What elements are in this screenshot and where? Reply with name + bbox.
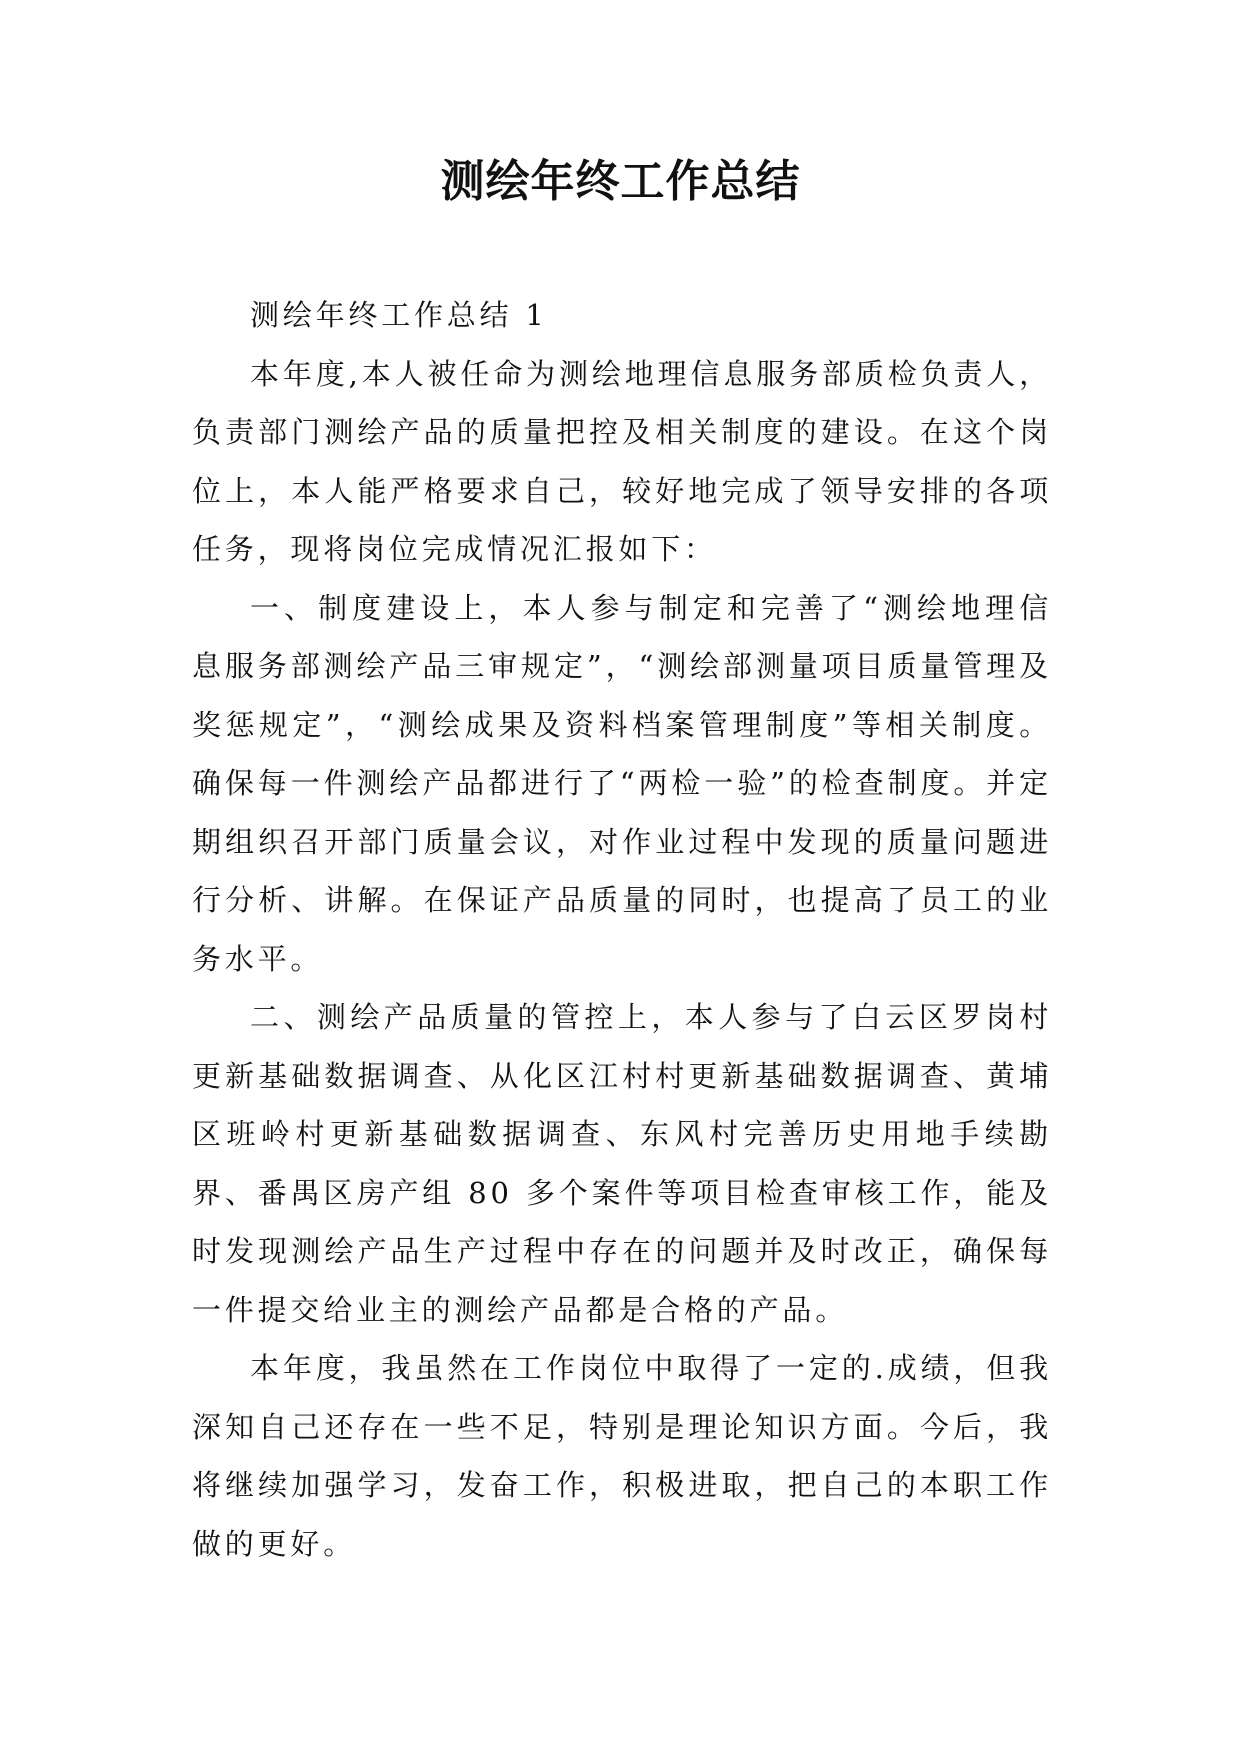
document-body: [192, 286, 1052, 1573]
section-heading: 测绘年终工作总结 1: [250, 298, 548, 332]
paragraph-system-building: 一、制度建设上，本人参与制定和完善了“测绘地理信息服务部测绘产品三审规定”，“测绘部测量项目质量管理及奖惩规定”，“测绘成果及资料档案管理制度”等相关制度。确保每一件测绘产品都进行了“两检一验”的检查制度。并定期组织召开部门质量会议，对作业过程中发现的质量问题进行分析、讲解。在保证产品质量的同时，也提高了员工的业务水平。: [192, 590, 1052, 976]
closing-paragraph: 本年度，我虽然在工作岗位中取得了一定的.成绩，但我深知自己还存在一些不足，特别是理论知识方面。今后，我将继续加强学习，发奋工作，积极进取，把自己的本职工作做的更好。: [192, 1351, 1052, 1561]
paragraph-quality-control: 二、测绘产品质量的管控上，本人参与了白云区罗岗村更新基础数据调查、从化区江村村更新基础数据调查、黄埔区班岭村更新基础数据调查、东风村完善历史用地手续勘界、番禺区房产组 80 多个案件等项目检查审核工作，能及时发现测绘产品生产过程中存在的问题并及时改正，确保每一件提交给业主的测绘产品都是合格的产品。: [192, 1000, 1052, 1327]
document-title: 测绘年终工作总结: [440, 156, 801, 207]
intro-paragraph: 本年度,本人被任命为测绘地理信息服务部质检负责人，负责部门测绘产品的质量把控及相关制度的建设。在这个岗位上，本人能严格要求自己，较好地完成了领导安排的各项任务，现将岗位完成情况汇报如下：: [192, 356, 1052, 566]
